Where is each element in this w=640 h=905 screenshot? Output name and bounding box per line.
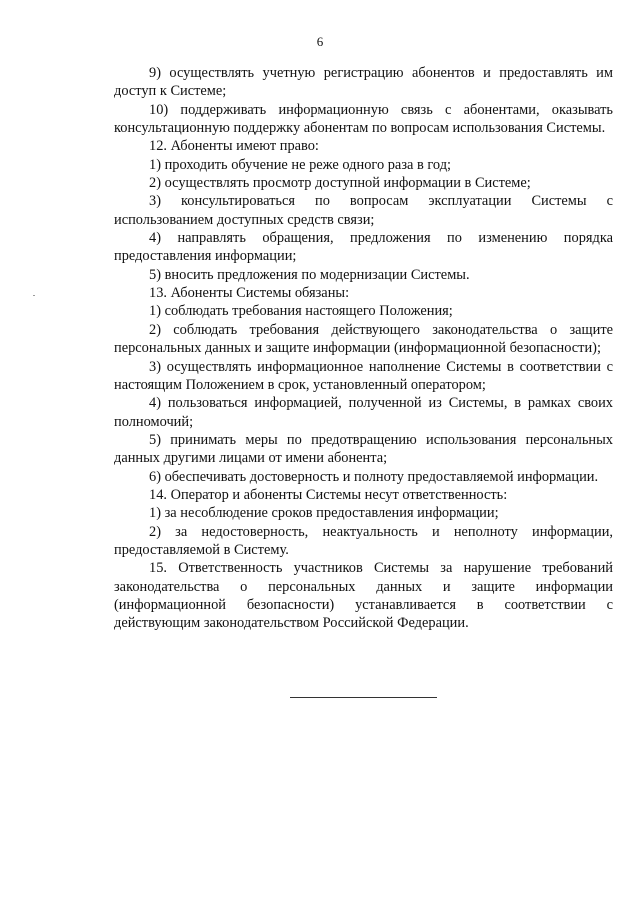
section-13-item-6: 6) обеспечивать достоверность и полноту предоставляемой информации.	[149, 468, 599, 485]
page-number: 6	[316, 34, 324, 49]
section-12-item-1: 1) проходить обучение не реже одного раза в год;	[149, 156, 452, 173]
document-body	[114, 64, 613, 633]
paragraph-10-support: 10) поддерживать информационную связь с абонентами, оказывать консультационную поддержку абонентам по вопросам использования Системы.	[114, 101, 613, 137]
section-13-item-4: 4) пользоваться информацией, полученной из Системы, в рамках своих полномочий;	[114, 395, 613, 430]
section-14-heading: 14. Оператор и абоненты Системы несут ответственность:	[149, 486, 508, 503]
section-12-item-3: 3) консультироваться по вопросам эксплуатации Системы с использованием доступных средств связи;	[114, 193, 613, 228]
section-13-heading: 13. Абоненты Системы обязаны:	[149, 285, 350, 302]
section-13-item-5: 5) принимать меры по предотвращению использования персональных данных другими лицами от имени абонента;	[114, 431, 613, 467]
section-13-item-1: 1) соблюдать требования настоящего Положения;	[149, 303, 453, 320]
section-15-paragraph: 15. Ответственность участников Системы за нарушение требований законодательства о персональных данных и защите информации (информационной безопасности) устанавливается в соответствии с действующим законодательством Российской Федерации.	[114, 560, 613, 632]
section-13-item-2: 2) соблюдать требования действующего законодательства о защите персональных данных и защите информации (информационной безопасности);	[114, 321, 613, 357]
section-12-item-5: 5) вносить предложения по модернизации Системы.	[149, 266, 470, 283]
section-13-item-3: 3) осуществлять информационное наполнение Системы в соответствии с настоящим Положением в срок, установленный оператором;	[114, 358, 613, 393]
scan-artifact	[33, 295, 35, 296]
section-14-item-2: 2) за недостоверность, неактуальность и неполноту информации, предоставляемой в Систему.	[114, 523, 613, 558]
section-12-heading: 12. Абоненты имеют право:	[149, 138, 319, 155]
paragraph-9-registration: 9) осуществлять учетную регистрацию абонентов и предоставлять им доступ к Системе;	[114, 65, 613, 100]
section-12-item-2: 2) осуществлять просмотр доступной информации в Системе;	[149, 175, 531, 192]
section-12-item-4: 4) направлять обращения, предложения по изменению порядка предоставления информации;	[114, 230, 613, 265]
section-14-item-1: 1) за несоблюдение сроков предоставления информации;	[149, 505, 499, 522]
end-of-document-rule	[290, 697, 437, 698]
